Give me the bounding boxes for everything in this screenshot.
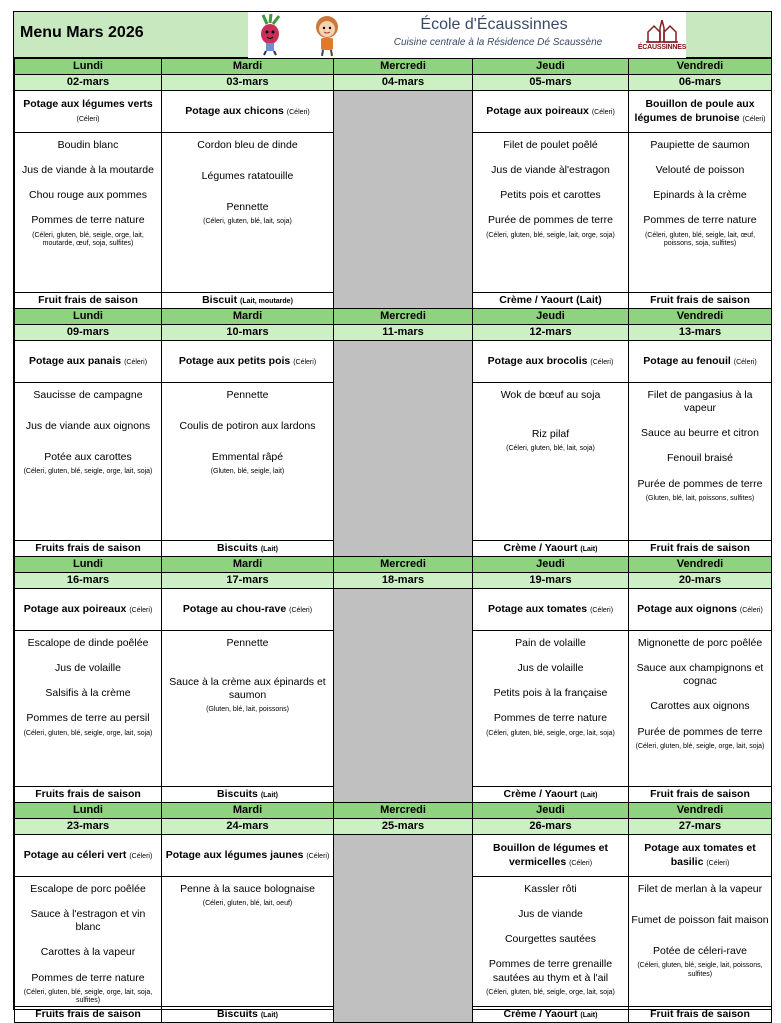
day-name: Vendredi <box>629 309 772 325</box>
dish-item: Pain de volaille <box>515 637 586 649</box>
soup-name: Potage aux panais <box>28 354 122 367</box>
dish-item: Potée aux carottes <box>44 451 132 464</box>
dessert-allergen-note: (Lait) <box>580 1012 598 1020</box>
dessert-name: Fruits frais de saison <box>35 787 141 800</box>
closed-day-cell <box>334 91 473 309</box>
dish-item: Purée de pommes de terre <box>637 477 763 490</box>
dessert-name: Fruit frais de saison <box>650 787 750 800</box>
dessert-name: Fruits frais de saison <box>35 541 141 554</box>
allergen-list: (Céleri, gluten, blé, seigle, lait, œuf, poissons, soja, sulfites) <box>644 231 756 248</box>
dish-item: Jus de volaille <box>517 662 584 675</box>
soup-name: Potage aux poireaux <box>486 104 589 117</box>
dessert-cell <box>15 787 162 803</box>
dish-item: Pennette <box>226 637 269 649</box>
school-name: École d'Écaussinnes <box>420 16 568 33</box>
day-name: Jeudi <box>473 59 629 75</box>
date-cell: 09-mars <box>15 325 162 341</box>
radish-mascot-icon <box>254 14 288 56</box>
dish-item: Filet de merlan à la vapeur <box>637 883 763 895</box>
soup-allergen-note: (Céleri) <box>286 108 310 116</box>
soup-allergen-note: (Céleri) <box>590 358 614 366</box>
dessert-cell <box>15 1007 162 1023</box>
allergen-list: (Céleri, gluten, blé, seigle, orge, lait, soja) <box>23 468 153 476</box>
soup-row <box>15 341 772 383</box>
allergen-list: (Gluten, blé, seigle, lait) <box>210 468 285 476</box>
dish-item: Jus de viande <box>518 908 583 921</box>
soup-cell <box>15 589 162 631</box>
date-row <box>15 819 772 835</box>
menu-sheet <box>13 11 772 1021</box>
menu-table <box>14 58 772 1023</box>
soup-cell <box>473 589 629 631</box>
menu-header <box>14 12 771 58</box>
date-cell: 11-mars <box>334 325 473 341</box>
day-name: Mercredi <box>334 803 473 819</box>
day-header-row <box>15 803 772 819</box>
soup-allergen-note: (Céleri) <box>76 115 100 123</box>
main-course-cell <box>473 383 629 541</box>
dish-item: Cordon bleu de dinde <box>197 139 298 151</box>
soup-allergen-note: (Céleri) <box>742 115 766 123</box>
soup-name: Potage aux tomates et basilic <box>644 842 756 868</box>
dessert-name: Fruit frais de saison <box>38 293 138 306</box>
dish-item: Légumes ratatouille <box>201 170 294 183</box>
soup-name: Potage aux chicons <box>185 104 284 117</box>
soup-name: Potage aux brocolis <box>487 354 588 367</box>
soup-cell <box>473 341 629 383</box>
dish-item: Jus de viande àl'estragon <box>491 164 610 177</box>
soup-name: Potage aux poireaux <box>23 602 127 615</box>
dish-item: Pommes de terre nature <box>31 214 145 227</box>
date-row <box>15 325 772 341</box>
date-cell: 18-mars <box>334 573 473 589</box>
soup-name: Potage au céleri vert <box>23 848 127 861</box>
soup-cell <box>629 589 772 631</box>
commune-logo-icon <box>644 18 680 44</box>
date-cell: 02-mars <box>15 75 162 91</box>
main-course-cell <box>473 877 629 1007</box>
dish-item: Filet de poulet poêlé <box>503 139 598 151</box>
soup-row <box>15 589 772 631</box>
dessert-cell <box>162 1007 334 1023</box>
allergen-list: (Céleri, gluten, blé, seigle, orge, lait, soja) <box>635 742 765 750</box>
day-name: Vendredi <box>629 557 772 573</box>
day-name: Mardi <box>162 309 334 325</box>
date-cell: 25-mars <box>334 819 473 835</box>
closed-day-cell <box>334 835 473 1023</box>
dessert-allergen-note: (Lait) <box>580 545 598 553</box>
dish-item: Pennette <box>226 201 269 214</box>
dish-item: Riz pilaf <box>531 428 570 441</box>
date-cell: 12-mars <box>473 325 629 341</box>
soup-allergen-note: (Céleri) <box>293 358 317 366</box>
allergen-list: (Céleri, gluten, blé, seigle, lait, orge, soja) <box>486 231 615 239</box>
soup-cell <box>473 91 629 133</box>
dessert-cell <box>162 787 334 803</box>
soup-allergen-note: (Céleri) <box>129 606 153 614</box>
dessert-name: Biscuits <box>217 541 258 554</box>
date-cell: 27-mars <box>629 819 772 835</box>
main-course-cell <box>629 133 772 293</box>
dish-item: Pommes de terre nature <box>493 712 608 725</box>
main-course-cell <box>162 631 334 787</box>
school-subtitle: Cuisine centrale à la Résidence Dé Scaussène <box>393 37 603 48</box>
dessert-name: Crème / Yaourt (Lait) <box>499 293 602 306</box>
dessert-name: Fruit frais de saison <box>650 1008 750 1021</box>
soup-allergen-note: (Céleri) <box>306 852 330 860</box>
day-name: Vendredi <box>629 803 772 819</box>
girl-mascot-icon <box>310 13 344 57</box>
dessert-name: Biscuits <box>217 787 258 800</box>
dish-item: Mignonette de porc poêlée <box>637 637 763 649</box>
dish-item: Boudin blanc <box>57 139 119 151</box>
dish-item: Sauce au beurre et citron <box>641 427 759 440</box>
soup-name: Potage aux légumes verts <box>23 98 153 111</box>
soup-cell <box>629 91 772 133</box>
main-course-cell <box>473 133 629 293</box>
date-cell: 20-mars <box>629 573 772 589</box>
day-header-row <box>15 59 772 75</box>
dessert-name: Fruit frais de saison <box>650 541 750 554</box>
main-course-cell <box>629 383 772 541</box>
dish-item: Pennette <box>226 389 269 401</box>
soup-name: Potage aux oignons <box>637 602 737 615</box>
dish-item: Velouté de poisson <box>655 164 745 177</box>
dish-item: Epinards à la crème <box>653 189 747 202</box>
dish-item: Jus de viande à la moutarde <box>22 164 154 177</box>
soup-name: Bouillon de poule aux légumes de brunoise <box>634 98 755 124</box>
main-course-cell <box>15 877 162 1007</box>
dish-item: Pommes de terre nature <box>31 971 145 984</box>
soup-allergen-note: (Céleri) <box>129 852 153 860</box>
soup-name: Potage aux légumes jaunes <box>165 848 304 861</box>
day-name: Mardi <box>162 803 334 819</box>
date-cell: 16-mars <box>15 573 162 589</box>
dish-item: Sauce à la crème aux épinards et saumon <box>169 676 326 702</box>
dessert-name: Biscuits <box>217 1008 258 1021</box>
soup-allergen-note: (Céleri) <box>733 358 757 366</box>
soup-cell <box>629 341 772 383</box>
soup-allergen-note: (Céleri) <box>706 859 730 867</box>
dessert-cell <box>629 787 772 803</box>
allergen-list: (Céleri, gluten, blé, seigle, orge, lait, soja) <box>23 729 153 737</box>
day-name: Vendredi <box>629 59 772 75</box>
allergen-list: (Céleri, gluten, blé, lait, soja) <box>203 218 292 226</box>
date-cell: 06-mars <box>629 75 772 91</box>
main-course-cell <box>15 133 162 293</box>
dessert-cell <box>473 787 629 803</box>
menu-title: Menu Mars 2026 <box>20 24 144 41</box>
date-cell: 26-mars <box>473 819 629 835</box>
day-name: Lundi <box>15 557 162 573</box>
dish-item: Purée de pommes de terre <box>637 725 763 738</box>
dessert-cell <box>162 293 334 309</box>
dessert-cell <box>15 293 162 309</box>
dish-item: Pommes de terre grenaille sautées au thym et à l'ail <box>488 958 613 984</box>
dessert-name: Crème / Yaourt <box>503 541 578 554</box>
main-course-cell <box>162 383 334 541</box>
dish-item: Fumet de poisson fait maison <box>631 914 769 927</box>
dessert-cell <box>473 293 629 309</box>
allergen-list: (Céleri, gluten, blé, lait, oeuf) <box>202 900 293 908</box>
soup-cell <box>162 91 334 133</box>
day-name: Mercredi <box>334 557 473 573</box>
soup-allergen-note: (Céleri) <box>289 606 313 614</box>
soup-cell <box>629 835 772 877</box>
day-name: Jeudi <box>473 557 629 573</box>
dish-item: Sauce aux champignons et cognac <box>636 662 764 688</box>
dessert-name: Fruits frais de saison <box>35 1008 141 1021</box>
dessert-name: Fruit frais de saison <box>650 293 750 306</box>
main-course-cell <box>629 877 772 1007</box>
date-cell: 17-mars <box>162 573 334 589</box>
day-name: Mercredi <box>334 309 473 325</box>
date-cell: 13-mars <box>629 325 772 341</box>
closed-day-cell <box>334 341 473 557</box>
dish-item: Pommes de terre nature <box>643 214 757 227</box>
date-cell: 19-mars <box>473 573 629 589</box>
school-banner <box>248 12 686 58</box>
dessert-cell <box>629 541 772 557</box>
date-row <box>15 573 772 589</box>
soup-name: Potage au chou-rave <box>182 602 287 615</box>
dish-item: Fenouil braisé <box>667 452 733 465</box>
allergen-list: (Céleri, gluten, blé, seigle, orge, lait, soja) <box>486 988 615 996</box>
soup-cell <box>15 91 162 133</box>
allergen-list: (Céleri, gluten, blé, seigle, orge, lait, soja, sulfites) <box>23 988 153 1005</box>
dessert-cell <box>15 541 162 557</box>
dish-item: Pommes de terre au persil <box>26 712 150 725</box>
day-name: Lundi <box>15 309 162 325</box>
dessert-name: Biscuit <box>202 293 238 306</box>
dish-item: Jus de viande aux oignons <box>25 420 151 433</box>
dessert-cell <box>162 541 334 557</box>
menu-body <box>15 59 772 1023</box>
date-cell: 23-mars <box>15 819 162 835</box>
dish-item: Carottes à la vapeur <box>40 946 136 959</box>
main-course-cell <box>15 383 162 541</box>
soup-cell <box>15 341 162 383</box>
dish-item: Courgettes sautées <box>504 933 597 946</box>
main-course-cell <box>15 631 162 787</box>
day-name: Jeudi <box>473 803 629 819</box>
dish-item: Escalope de porc poêlée <box>30 883 146 895</box>
dish-item: Petits pois et carottes <box>500 189 601 202</box>
soup-allergen-note: (Céleri) <box>591 108 615 116</box>
dessert-name: Crème / Yaourt <box>503 787 578 800</box>
allergen-list: (Céleri, gluten, blé, seigle, lait, poissons, sulfites) <box>637 962 763 979</box>
dish-item: Paupiette de saumon <box>650 139 750 151</box>
soup-cell <box>15 835 162 877</box>
date-cell: 05-mars <box>473 75 629 91</box>
allergen-list: (Céleri, gluten, blé, lait, soja) <box>506 445 595 453</box>
dessert-cell <box>473 541 629 557</box>
soup-cell <box>162 341 334 383</box>
dessert-allergen-note: (Lait) <box>580 791 598 799</box>
day-header-row <box>15 557 772 573</box>
dish-item: Wok de bœuf au soja <box>500 389 601 401</box>
dish-item: Carottes aux oignons <box>650 700 750 713</box>
soup-allergen-note: (Céleri) <box>569 859 593 867</box>
allergen-list: (Gluten, blé, lait, poissons) <box>206 706 289 714</box>
dish-item: Saucisse de campagne <box>33 389 143 401</box>
day-header-row <box>15 309 772 325</box>
dish-item: Jus de volaille <box>55 662 121 675</box>
dish-item: Petits pois à la française <box>493 687 608 700</box>
day-name: Mercredi <box>334 59 473 75</box>
main-course-cell <box>162 133 334 293</box>
dessert-cell <box>473 1007 629 1023</box>
dish-item: Filet de pangasius à la vapeur <box>647 389 753 415</box>
dessert-allergen-note: (Lait, moutarde) <box>240 297 293 305</box>
day-name: Mardi <box>162 557 334 573</box>
dish-item: Potée de céleri-rave <box>653 945 747 958</box>
soup-row <box>15 91 772 133</box>
day-name: Lundi <box>15 59 162 75</box>
dessert-cell <box>629 1007 772 1023</box>
dessert-allergen-note: (Lait) <box>260 791 278 799</box>
date-cell: 03-mars <box>162 75 334 91</box>
date-cell: 24-mars <box>162 819 334 835</box>
dessert-allergen-note: (Lait) <box>260 1012 278 1020</box>
dish-item: Sauce à l'estragon et vin blanc <box>30 908 146 934</box>
main-course-cell <box>162 877 334 1007</box>
dessert-cell <box>629 293 772 309</box>
closed-day-cell <box>334 589 473 803</box>
dish-item: Chou rouge aux pommes <box>29 189 147 202</box>
dish-item: Kassler rôti <box>524 883 577 895</box>
main-course-cell <box>473 631 629 787</box>
date-row <box>15 75 772 91</box>
soup-cell <box>473 835 629 877</box>
soup-name: Potage au fenouil <box>643 354 731 367</box>
dish-item: Emmental râpé <box>211 451 284 464</box>
day-name: Jeudi <box>473 309 629 325</box>
soup-cell <box>162 589 334 631</box>
soup-cell <box>162 835 334 877</box>
dish-item: Purée de pommes de terre <box>488 214 613 227</box>
soup-name: Potage aux petits pois <box>178 354 291 367</box>
soup-name: Bouillon de légumes et vermicelles <box>493 842 608 868</box>
soup-allergen-note: (Céleri) <box>124 358 148 366</box>
dessert-name: Crème / Yaourt <box>503 1008 578 1021</box>
dish-item: Penne à la sauce bolognaise <box>180 883 315 895</box>
date-cell: 10-mars <box>162 325 334 341</box>
day-name: Mardi <box>162 59 334 75</box>
main-course-cell <box>629 631 772 787</box>
day-name: Lundi <box>15 803 162 819</box>
soup-row <box>15 835 772 877</box>
soup-name: Potage aux tomates <box>487 602 588 615</box>
allergen-list: (Céleri, gluten, blé, seigle, orge, lait, soja) <box>486 729 615 737</box>
dish-item: Salsifis à la crème <box>45 687 131 700</box>
soup-allergen-note: (Céleri) <box>590 606 614 614</box>
soup-allergen-note: (Céleri) <box>739 606 763 614</box>
allergen-list: (Gluten, blé, lait, poissons, sulfites) <box>645 494 755 502</box>
dish-item: Escalope de dinde poêlée <box>27 637 149 649</box>
dessert-allergen-note: (Lait) <box>260 545 278 553</box>
date-cell: 04-mars <box>334 75 473 91</box>
allergen-list: (Céleri, gluten, blé, seigle, orge, lait, moutarde, œuf, soja, sulfites) <box>32 231 144 248</box>
logo-text: ÉCAUSSINNES <box>637 44 687 51</box>
dish-item: Coulis de potiron aux lardons <box>179 420 316 433</box>
